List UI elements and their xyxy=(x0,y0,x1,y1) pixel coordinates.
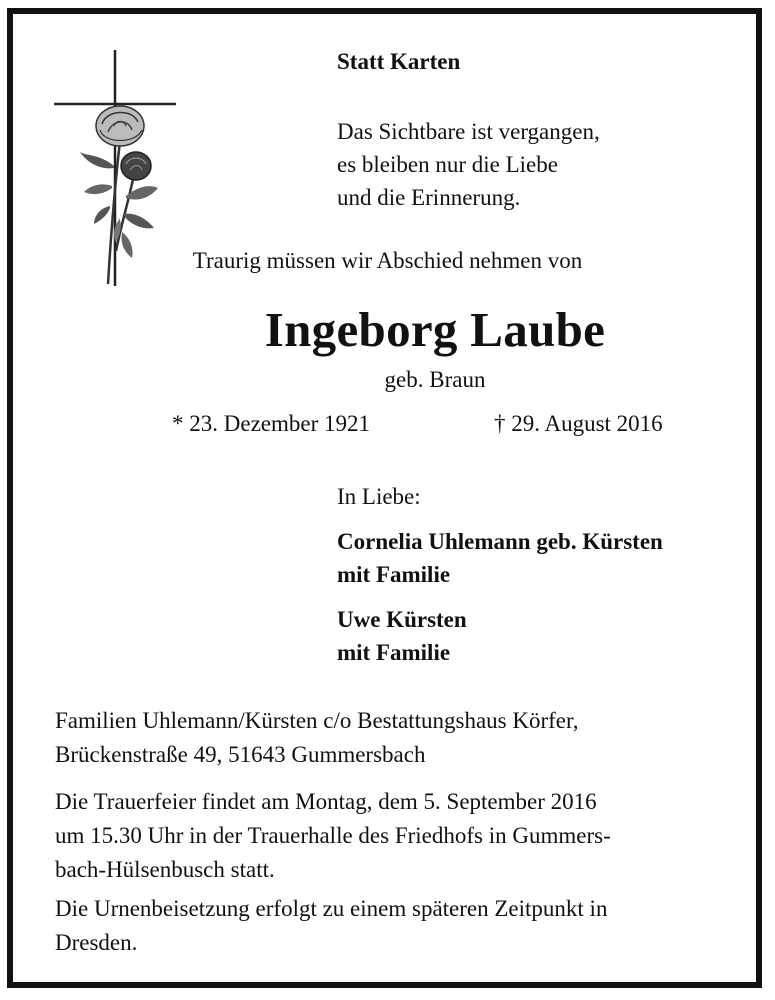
address-line: Brückenstraße 49, 51643 Gummersbach xyxy=(55,742,426,767)
ceremony-info xyxy=(55,785,611,887)
burial-line: Die Urnenbeisetzung erfolgt zu einem späteren Zeitpunkt in xyxy=(55,896,608,921)
signatory-2 xyxy=(337,603,467,669)
burial-info xyxy=(55,892,607,960)
poem-line: und die Erinnerung. xyxy=(337,185,521,210)
header-statt-karten: Statt Karten xyxy=(337,49,461,74)
ceremony-line: um 15.30 Uhr in der Trauerhalle des Friedhofs in Gummers- xyxy=(55,823,611,848)
birth-date: * 23. Dezember 1921 xyxy=(172,411,370,436)
poem-line: Das Sichtbare ist vergangen, xyxy=(337,119,600,144)
address-line: Familien Uhlemann/Kürsten c/o Bestattungshaus Körfer, xyxy=(55,708,579,733)
deceased-name: Ingeborg Laube xyxy=(264,302,606,357)
signatory-family: mit Familie xyxy=(337,562,451,587)
ceremony-line: bach-Hülsenbusch statt. xyxy=(55,857,275,882)
contact-address xyxy=(55,704,579,772)
death-date: † 29. August 2016 xyxy=(494,411,663,436)
maiden-name: geb. Braun xyxy=(384,367,486,392)
poem-line: es bleiben nur die Liebe xyxy=(337,152,558,177)
intro-line: Traurig müssen wir Abschied nehmen von xyxy=(192,248,583,273)
poem xyxy=(337,115,600,214)
signatory-family: mit Familie xyxy=(337,640,451,665)
ceremony-line: Die Trauerfeier findet am Montag, dem 5. September 2016 xyxy=(55,789,597,814)
signatory-1 xyxy=(337,525,663,591)
closing-line: In Liebe: xyxy=(337,484,421,509)
signatory-name: Cornelia Uhlemann geb. Kürsten xyxy=(337,529,663,554)
burial-line: Dresden. xyxy=(55,930,138,955)
signatory-name: Uwe Kürsten xyxy=(337,607,467,632)
